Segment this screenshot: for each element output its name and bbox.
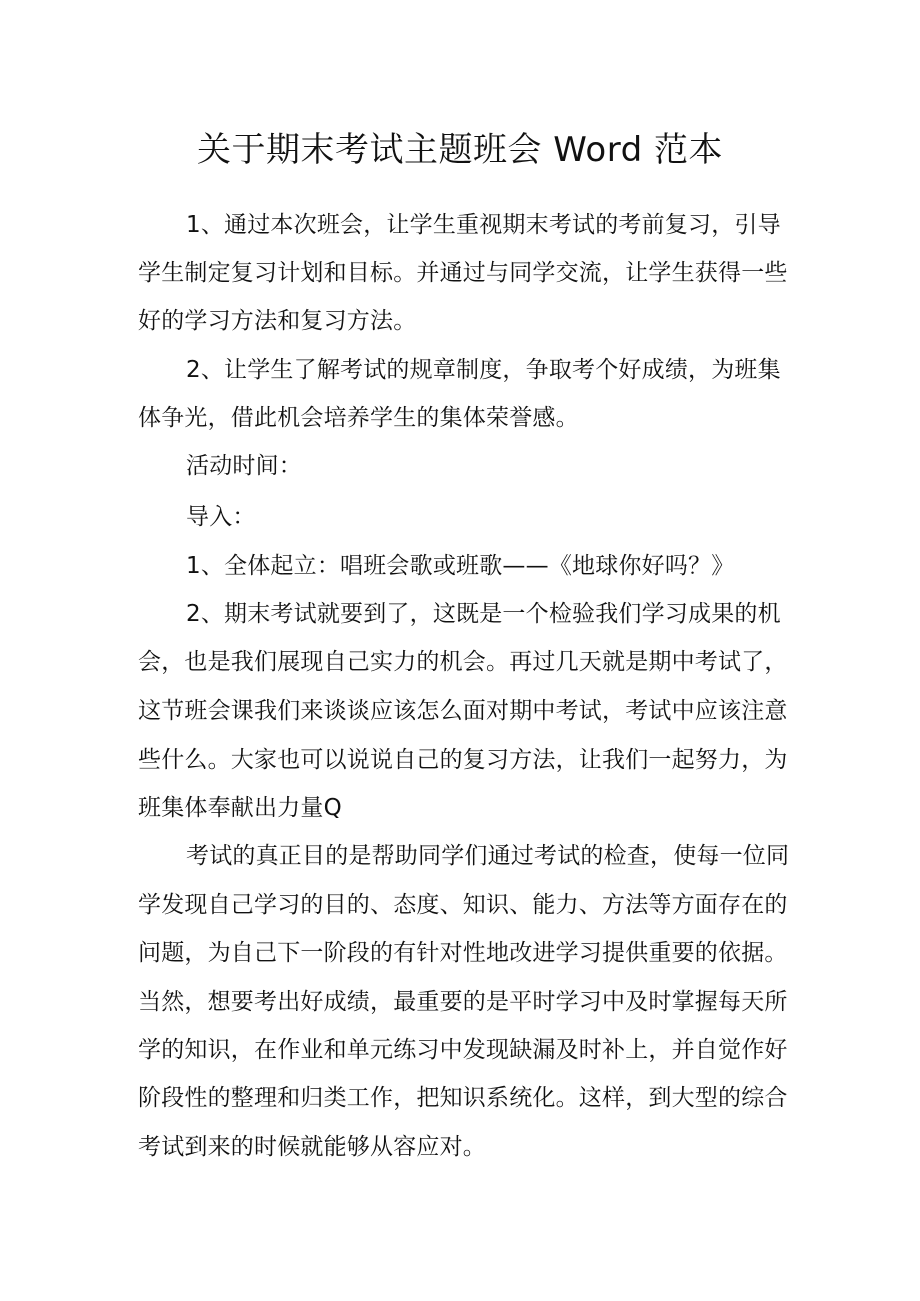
document-title: 关于期末考试主题班会 Word 范本 [196,130,723,170]
paragraph-3-line-1: 考试的真正目的是帮助同学们通过考试的检查，使每一位同 [186,843,790,869]
paragraph-2-line-1: 2、让学生了解考试的规章制度，争取考个好成绩，为班集 [186,357,781,383]
paragraph-3-line-7: 考试到来的时候就能够从容应对。 [138,1134,486,1160]
paragraph-1-line-1: 1、通过本次班会，让学生重视期末考试的考前复习，引导 [186,212,781,238]
paragraph-3-line-3: 问题，为自己下一阶段的有针对性地改进学习提供重要的依据。 [138,940,788,966]
introduction-item-2-line-3: 这节班会课我们来谈谈应该怎么面对期中考试，考试中应该注意 [138,698,788,724]
paragraph-3-line-4: 当然，想要考出好成绩，最重要的是平时学习中及时掌握每天所 [138,989,788,1015]
paragraph-3-line-2: 学发现自己学习的目的、态度、知识、能力、方法等方面存在的 [138,892,788,918]
introduction-item-1: 1、全体起立：唱班会歌或班歌——《地球你好吗？》 [186,553,735,579]
introduction-item-2-line-5: 班集体奉献出力量Q [138,795,342,821]
paragraph-3-line-5: 学的知识，在作业和单元练习中发现缺漏及时补上，并自觉作好 [138,1037,788,1063]
introduction-label: 导入： [186,504,256,530]
activity-time-label: 活动时间： [186,453,302,479]
paragraph-1-line-2: 学生制定复习计划和目标。并通过与同学交流，让学生获得一些 [138,260,788,286]
introduction-item-2-line-1: 2、期末考试就要到了，这既是一个检验我们学习成果的机 [186,601,781,627]
introduction-item-2-line-4: 些什么。大家也可以说说自己的复习方法，让我们一起努力，为 [138,747,788,773]
paragraph-1-line-3: 好的学习方法和复习方法。 [138,308,417,334]
paragraph-3-line-6: 阶段性的整理和归类工作，把知识系统化。这样，到大型的综合 [138,1085,788,1111]
introduction-item-2-line-2: 会，也是我们展现自己实力的机会。再过几天就是期中考试了， [138,649,788,675]
paragraph-2-line-2: 体争光，借此机会培养学生的集体荣誉感。 [138,405,579,431]
